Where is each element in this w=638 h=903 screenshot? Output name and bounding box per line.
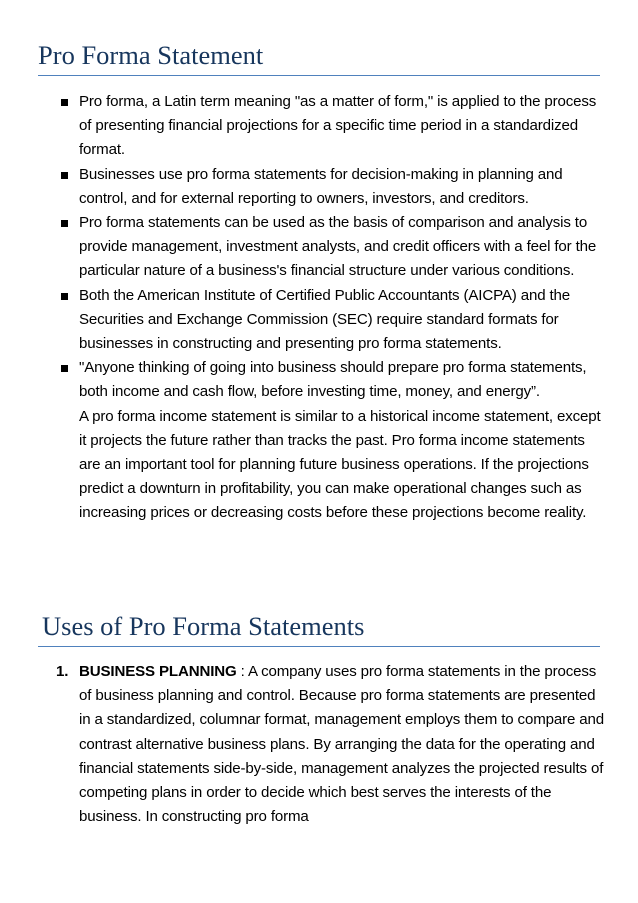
bullet-text: "Anyone thinking of going into business should prepare pro forma statements, both income and cash flow, before investing time, money, and energy”. [79,359,587,401]
list-item [0,660,607,829]
square-bullet-icon [61,293,68,300]
square-bullet-icon [61,220,68,227]
list-item [0,163,607,211]
bullet-text: Pro forma, a Latin term meaning "as a matter of form," is applied to the process of presenting financial projections for a specific time period in a standardized format. [79,93,597,159]
list-item [0,284,607,357]
bullet-continuation-text: A pro forma income statement is similar to a historical income statement, except it projects the future rather than tracks the past. Pro forma income statements are an important tool for planning future business operations. If the projections predict a downturn in profitability, you can make operational changes such as increasing prices or decreasing costs before these projections become reality. [79,407,601,522]
bullet-list [0,90,638,526]
square-bullet-icon [61,99,68,106]
heading-underline [38,646,600,647]
list-item [0,211,607,284]
bullet-text: Both the American Institute of Certified Public Accountants (AICPA) and the Securities and Exchange Commission (SEC) require standard formats for businesses in constructing and presenting pro forma statements. [79,286,571,353]
square-bullet-icon [61,172,68,179]
item-term: BUSINESS PLANNING [79,663,237,680]
heading-underline [38,75,600,76]
bullet-text: Pro forma statements can be used as the basis of comparison and analysis to provide management, investment analysts, and credit officers with a feel for the particular nature of a business's financial structure under various conditions. [79,214,597,280]
square-bullet-icon [61,365,68,372]
list-item [0,356,607,525]
item-text: : A company uses pro forma statements in the process of business planning and control. Because pro forma statements are presented in a standardized, columnar format, management employs them to compare and contrast alternative business plans. By arranging the data for the operating and financial statements side-by-side, management analyzes the projected results of competing plans in order to decide which best serves the interests of the business. In constructing pro forma [79,663,605,826]
item-number: 1. [56,663,69,680]
section-heading-pro-forma-statement: Pro Forma Statement [38,40,264,70]
section-heading-uses-of-pro-forma-statements: Uses of Pro Forma Statements [42,611,365,641]
list-item [0,90,607,163]
bullet-text: Businesses use pro forma statements for decision-making in planning and control, and for external reporting to owners, investors, and creditors. [79,165,563,207]
numbered-list [0,660,638,829]
